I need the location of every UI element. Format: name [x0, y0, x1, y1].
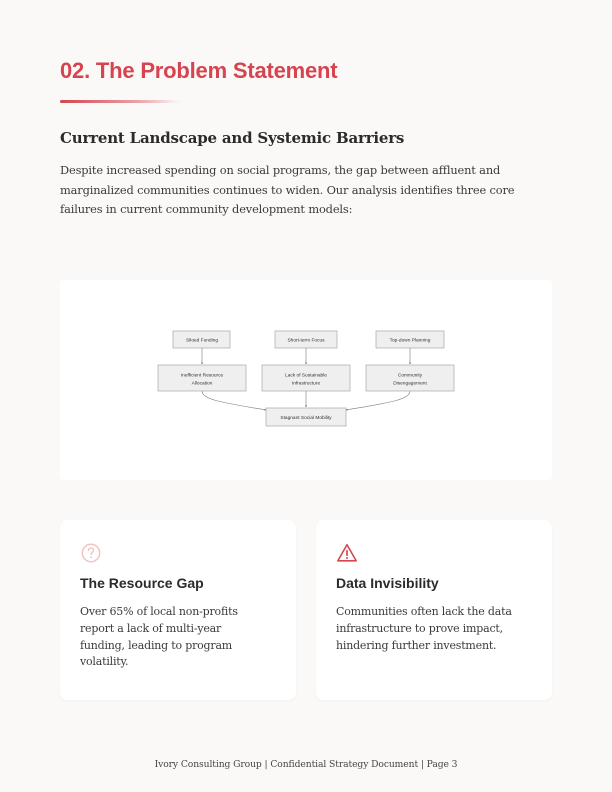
svg-text:Stagnant Social Mobility: Stagnant Social Mobility — [280, 416, 332, 421]
problem-diagram — [60, 280, 552, 480]
node-inefficient-resource-allocation — [158, 365, 246, 391]
svg-text:Top-down Planning: Top-down Planning — [389, 338, 431, 344]
svg-text:Short-term Focus: Short-term Focus — [287, 338, 325, 344]
page-title: 02. The Problem Statement — [60, 58, 338, 83]
node-top-down-planning — [376, 331, 444, 348]
card-body: Communities often lack the data infrastructure to prove impact, hindering further investment. — [336, 605, 512, 652]
section-subtitle: Current Landscape and Systemic Barriers — [60, 129, 405, 147]
node-community-disengagement — [366, 365, 454, 391]
svg-text:Allocation: Allocation — [191, 381, 213, 387]
page-footer: Ivory Consulting Group | Confidential Strategy Document | Page 3 — [154, 759, 458, 770]
node-siloed-funding — [173, 331, 230, 348]
svg-text:Infrastructure: Infrastructure — [291, 381, 321, 387]
edge-inefficient-to-outcome — [202, 391, 266, 410]
card-resource-gap — [60, 520, 296, 700]
warning-triangle-icon — [336, 542, 358, 564]
node-lack-of-sustainable-infrastructure — [262, 365, 350, 391]
node-short-term-focus — [275, 331, 337, 348]
card-title: The Resource Gap — [80, 575, 204, 591]
card-data-invisibility — [316, 520, 552, 700]
svg-text:Lack of Sustainable: Lack of Sustainable — [285, 373, 327, 379]
diagram-canvas — [60, 280, 552, 480]
edge-disengagement-to-outcome — [346, 391, 410, 410]
card-title: Data Invisibility — [336, 575, 439, 591]
svg-text:Inefficient Resource: Inefficient Resource — [180, 373, 224, 379]
svg-text:Community: Community — [397, 373, 423, 379]
question-circle-icon — [80, 542, 102, 564]
card-body: Over 65% of local non-profits report a lack of multi-year funding, leading to program volatility. — [80, 605, 238, 669]
title-underline — [60, 100, 180, 103]
svg-text:Siloed Funding: Siloed Funding — [185, 338, 219, 344]
intro-paragraph: Despite increased spending on social programs, the gap between affluent and marginalized communities continues to widen. Our analysis identifies three core failures in current community development models: — [60, 163, 515, 216]
svg-text:Disengagement: Disengagement — [393, 381, 427, 387]
node-stagnant-social-mobility — [266, 408, 346, 426]
